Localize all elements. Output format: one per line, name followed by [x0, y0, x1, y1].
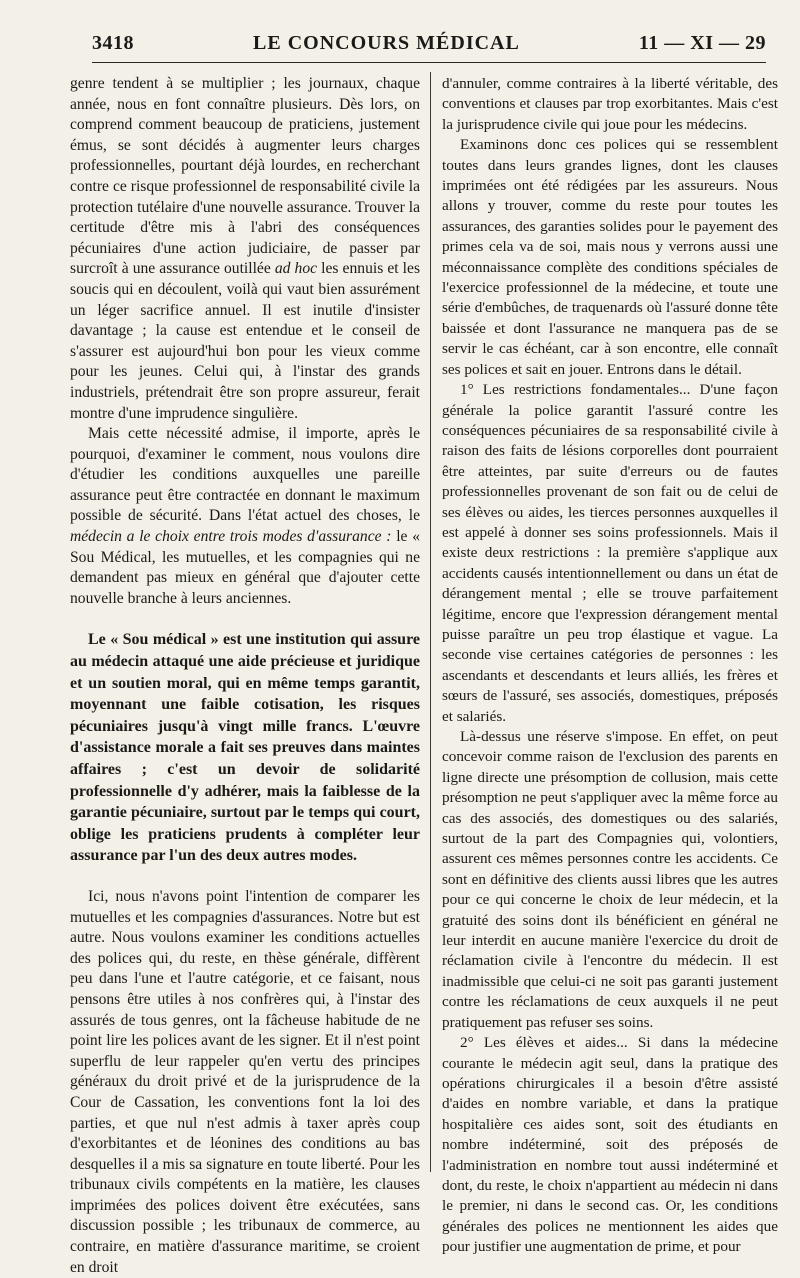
page-number: 3418: [92, 32, 134, 54]
paragraph: d'annuler, comme contraires à la liberté véritable, des conventions et clauses par trop exorbitantes. Mais c'est la jurisprudence civile qui joue pour les médecins.: [442, 75, 778, 133]
paragraph-highlighted: Le « Sou médical » est une institution qui assure au médecin attaqué une aide précieuse et juridique et un soutien moral, qui en même temps garantit, moyennant une faible cotisation, les risques pécuniaires jusqu'à vingt mille francs. L'œuvre d'assistance morale a fait ses preuves dans maintes affaires ; c'est un devoir de solidarité professionnelle d'y adhérer, mais la faiblesse de la garantie pécuniaire, surtout par le temps qui court, oblige les praticiens prudents à compléter leur assurance par l'un des deux autres modes.: [70, 631, 420, 865]
paragraph: genre tendent à se multiplier ; les journaux, chaque année, nous en font connaître plusieurs. Dès lors, on comprend comment beaucoup de praticiens, justement émus, se sont décidés à augmenter leurs charges professionnelles, pourtant déjà lourdes, en recherchant contre ce risque professionnel de responsabilité civile la protection tutélaire d'une nouvelle assurance. Trouver la certitude d'être mis à l'abri des conséquences pécuniaires d'une action judiciaire, de passer par surcroît à une assurance outillée ad hoc les ennuis et les soucis qui en découlent, voilà qui vaut bien assurément un léger sacrifice annuel. Il est inutile d'insister davantage ; la cause est entendue et le conseil de s'assurer est aujourd'hui bon pour les vieux comme pour les jeunes. Celui qui, à l'instar des grands industriels, prétendrait être son propre assureur, ferait montre d'une imprudence singulière.: [70, 75, 421, 422]
paragraph: Là-dessus une réserve s'impose. En effet, on peut concevoir comme raison de l'exclusion des parents en ligne directe une présomption de collusion, mais cette présomption ne peut s'appliquer avec la même force au cas des associés, des domestiques ou des salariés, surtout de la part des Compagnies qui, volontiers, assurent ces mêmes personnes contre les accidents. Ce sont en définitive des clients aussi libres que les autres pour ce qui concerne le choix de leur médecin, et la gratuité des soins dont ils bénéficient en général ne leur interdit en aucune manière l'exercice du droit de réclamation civile à l'encontre du médecin. Il est inadmissible que celui-ci ne soit pas garanti justement contre les réclamations de ceux auxquels il ne peut pratiquement pas refuser ses soins.: [442, 728, 778, 1031]
paragraph: Mais cette nécessité admise, il importe, après le pourquoi, d'examiner le comment, nous voulons dire d'étudier les conditions auxquelles une pareille assurance peut être contractée en donnant le maximum possible de sécurité. Dans l'état actuel des choses, le médecin a le choix entre trois modes d'assurance : le « Sou Médical, les mutuelles, et les compagnies qui ne demandent pas mieux en général que d'ajouter cette nouvelle branche à leurs anciennes.: [70, 425, 420, 607]
journal-title: LE CONCOURS MÉDICAL: [253, 32, 520, 54]
right-column: [442, 74, 778, 1258]
column-divider: [430, 72, 431, 1172]
paragraph: Examinons donc ces polices qui se ressemblent toutes dans leurs grandes lignes, dont les clauses imprimées ont été rédigées par les assureurs. Nous allons y trouver, comme du reste pour toutes les assurances, des garanties solides pour le payement des primes cela va de soi, mais nous y verrons aussi une méconnaissance complète des conditions spéciales de l'exercice professionnel de la médecine, et toute une série d'embûches, de traquenards où l'assuré donne tête baissée et dont l'assurance ne manquera pas de se servir le cas échéant, car à son encontre, elle connaît ses polices et sait en jouer. Entrons dans le détail.: [442, 136, 778, 378]
issue-date: 11 — XI — 29: [638, 32, 766, 54]
paragraph: 2° Les élèves et aides... Si dans la médecine courante le médecin agit seul, dans la pratique des opérations chirurgicales il a besoin d'être assisté d'aides en nombre variable, et dans la pratique hospitalière ces aides sont, soit des étudiants en nombre indéterminé, soit des préposés de l'administration en nombre tout aussi indéterminé et dont, du reste, le choix n'appartient au médecin ni dans le premier, ni dans le second cas. Or, les conditions générales des polices ne mentionnent les aides que pour justifier une augmentation de prime, et pour: [442, 1034, 778, 1256]
paragraph: Ici, nous n'avons point l'intention de comparer les mutuelles et les compagnies d'assurances. Notre but est autre. Nous voulons examiner les conditions actuelles des polices qui, du reste, en thèse générale, diffèrent peu dans l'une et l'autre catégorie, et ce faisant, nous pensons être utiles à nos confrères qui, à l'instar des assurés de tous genres, ont la fâcheuse habitude de ne point lire les polices avant de les signer. Et il n'est point superflu de leur rappeler qu'en vertu des principes généraux du droit privé et de la jurisprudence de la Cour de Cassation, les conventions font la loi des parties, et que nul n'est admis à taxer après coup d'exorbitantes et de léonines des conditions au bas desquelles il a mis sa signature en toute liberté. Pour les tribunaux civils compétents en la matière, les clauses imprimées des polices doivent être exécutées, sans discussion possible ; les tribunaux de commerce, au contraire, en matière d'assurance maritime, se croient en droit: [70, 887, 420, 1276]
page-header: [92, 32, 766, 63]
left-column: [70, 74, 420, 1278]
paragraph: 1° Les restrictions fondamentales... D'une façon générale la police garantit l'assuré contre les conséquences pécuniaires de sa responsabilité civile à raison des faits de lésions corporelles dont pourraient être atteintes, par suite d'erreurs ou de fautes professionnelles provenant de son fait ou de celui de ses élèves ou aides, les tierces personnes auxquelles il est appelé à donner ses soins professionnels. Mais il existe deux restrictions : la première s'applique aux accidents causés intentionnellement ou dans un état de dérangement mental ; elle se trouve parfaitement légitime, encore que l'expression dérangement mental puisse paraître un peu trop élastique et vague. La seconde vise certaines catégories de personnes : les ascendants et descendants et leurs alliés, les frères et sœurs de l'assuré, ses associés, domestiques, préposés et salariés.: [442, 381, 778, 725]
